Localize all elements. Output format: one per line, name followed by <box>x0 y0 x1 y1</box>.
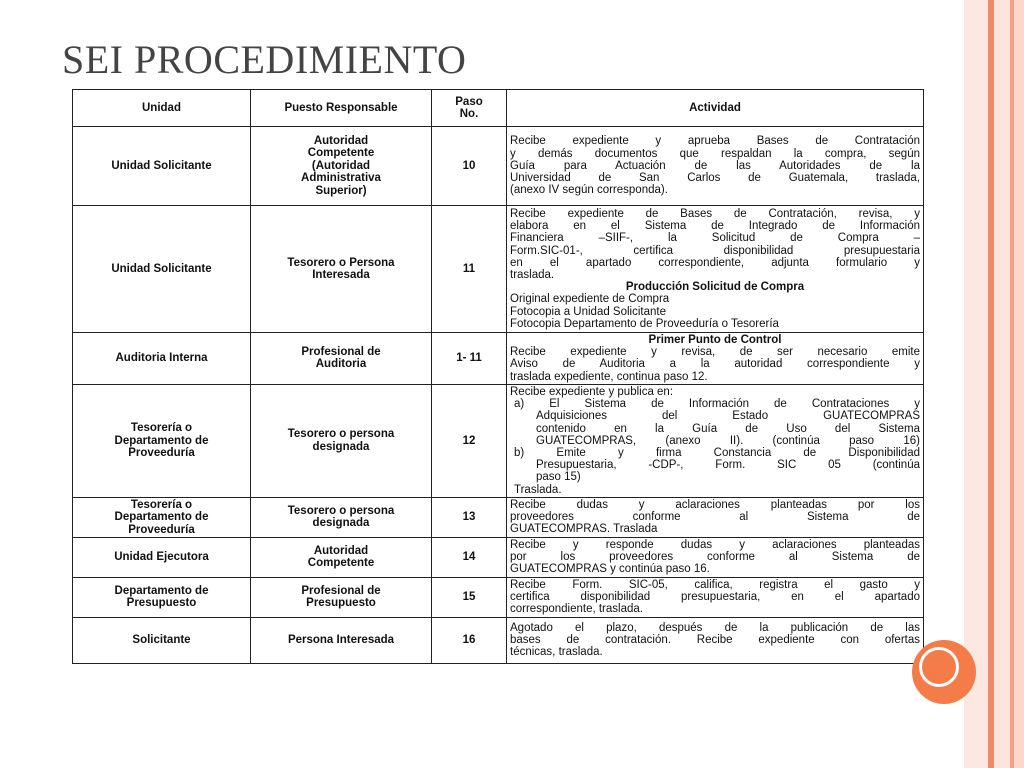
unidad-line: Departamento de <box>114 511 209 524</box>
cell-actividad <box>507 497 924 537</box>
cell-unidad <box>73 537 251 577</box>
cell-unidad <box>73 384 251 497</box>
actividad-line: Presupuestaria, -CDP-, Form. SIC 05 (continúa <box>536 459 920 472</box>
puesto-line: Tesorero o persona <box>287 428 395 441</box>
puesto-line: Auditoria <box>315 358 367 371</box>
unidad-line: Tesorería o <box>130 498 193 511</box>
actividad-line: Original expediente de Compra <box>510 293 670 306</box>
table-header-row <box>73 90 924 127</box>
actividad-line: Recibe Form. SIC-05, califica, registra el gasto y <box>510 579 920 591</box>
puesto-line: Presupuesto <box>306 597 376 610</box>
actividad-subheading: Primer Punto de Control <box>648 334 782 346</box>
cell-puesto <box>251 577 432 617</box>
actividad-line: Guía para Actuación de las Autoridades de la <box>510 159 920 172</box>
actividad-line: certifica disponibilidad presupuestaria, en el apartado <box>510 591 920 604</box>
puesto-line: Autoridad <box>313 544 369 557</box>
header-actividad: Actividad <box>507 90 924 127</box>
actividad-line: Form.SIC-01-, certifica disponibilidad presupuestaria <box>510 244 920 257</box>
actividad-subheading: Producción Solicitud de Compra <box>625 281 805 294</box>
cell-unidad <box>73 127 251 206</box>
actividad-line: técnicas, traslada. <box>510 646 603 659</box>
puesto-line: Profesional de <box>301 345 381 358</box>
actividad-line: en el apartado correspondiente, adjunta formulario y <box>510 256 920 269</box>
actividad-line: paso 15) <box>536 471 581 484</box>
cell-puesto <box>251 497 432 537</box>
table-row <box>73 577 924 617</box>
puesto-line: Autoridad <box>313 134 369 147</box>
cell-unidad <box>73 206 251 333</box>
header-paso-line: Paso <box>455 96 483 108</box>
cell-actividad <box>507 577 924 617</box>
unidad-line: Presupuesto <box>126 597 197 610</box>
puesto-line: Administrativa <box>301 172 381 185</box>
table-row <box>73 617 924 663</box>
puesto-line: Profesional de <box>301 584 381 597</box>
cell-unidad <box>73 333 251 385</box>
unidad-line: Departamento de <box>114 584 209 597</box>
cell-actividad <box>507 127 924 206</box>
actividad-line: y demás documentos que respaldan la compra, según <box>510 147 920 160</box>
puesto-line: Competente <box>307 147 375 160</box>
cell-paso: 15 <box>432 577 507 617</box>
unidad-line: Departamento de <box>114 434 209 447</box>
cell-unidad <box>73 497 251 537</box>
actividad-line: proveedores conforme al Sistema de <box>510 511 920 524</box>
puesto-line: Superior) <box>315 184 367 197</box>
unidad-line: Unidad Solicitante <box>111 262 212 275</box>
actividad-line: Fotocopia a Unidad Solicitante <box>510 305 666 318</box>
puesto-line: Interesada <box>312 269 370 281</box>
actividad-line: Recibe expediente de Bases de Contratación, revisa, y <box>510 207 920 220</box>
actividad-line: traslada. <box>510 269 555 281</box>
cell-puesto <box>251 127 432 206</box>
actividad-line: por los proveedores conforme al Sistema de <box>510 551 920 564</box>
cell-puesto <box>251 333 432 385</box>
cell-paso: 16 <box>432 617 507 663</box>
unidad-line: Unidad Ejecutora <box>114 551 209 564</box>
puesto-line: Tesorero o Persona <box>287 256 395 269</box>
unidad-line: Unidad Solicitante <box>111 159 212 172</box>
decorative-side-stripes <box>964 0 1024 768</box>
actividad-line: a) El Sistema de Información de Contrataciones y <box>514 398 920 411</box>
cell-puesto <box>251 384 432 497</box>
unidad-line: Proveeduría <box>128 523 195 536</box>
actividad-line: bases de contratación. Recibe expediente con ofertas <box>510 634 920 647</box>
actividad-line: Recibe expediente y publica en: <box>510 385 674 398</box>
table-row <box>73 384 924 497</box>
actividad-line: Universidad de San Carlos de Guatemala, traslada, <box>510 172 920 185</box>
cell-puesto <box>251 206 432 333</box>
cell-unidad <box>73 577 251 617</box>
header-paso <box>432 90 507 127</box>
procedure-table <box>72 89 924 664</box>
table-row <box>73 537 924 577</box>
cell-paso: 10 <box>432 127 507 206</box>
cell-actividad <box>507 206 924 333</box>
unidad-line: Auditoria Interna <box>115 352 208 365</box>
actividad-line: (anexo IV según corresponda). <box>510 184 668 197</box>
cell-puesto <box>251 617 432 663</box>
actividad-line: Financiera –SIIF-, la Solicitud de Compra – <box>510 232 920 245</box>
actividad-line: Fotocopia Departamento de Proveeduría o Tesorería <box>510 317 779 330</box>
cell-paso: 12 <box>432 384 507 497</box>
table-row <box>73 127 924 206</box>
header-paso-line: No. <box>459 108 479 120</box>
header-puesto: Puesto Responsable <box>251 90 432 127</box>
actividad-line: Agotado el plazo, después de la publicación de las <box>510 622 920 634</box>
actividad-line: Recibe expediente y revisa, de ser necesario emite <box>510 346 920 359</box>
actividad-line: GUATECOMPRAS, (anexo II). (continúa paso 16) <box>536 434 920 447</box>
table-row <box>73 206 924 333</box>
puesto-line: Tesorero o persona <box>287 504 395 517</box>
cell-actividad <box>507 617 924 663</box>
decorative-circle <box>912 640 976 704</box>
puesto-line: designada <box>312 517 370 530</box>
actividad-line: correspondiente, traslada. <box>510 603 643 616</box>
table-row <box>73 333 924 385</box>
cell-paso: 1- 11 <box>432 333 507 385</box>
actividad-line: GUATECOMPRAS y continúa paso 16. <box>510 563 710 576</box>
table-row <box>73 497 924 537</box>
cell-actividad <box>507 537 924 577</box>
cell-paso: 13 <box>432 497 507 537</box>
puesto-line: (Autoridad <box>311 159 371 172</box>
unidad-line: Tesorería o <box>130 422 193 435</box>
puesto-line: Persona Interesada <box>287 634 395 647</box>
puesto-line: Competente <box>307 557 375 570</box>
puesto-line: designada <box>312 440 370 453</box>
actividad-line: elabora en el Sistema de Integrado de Información <box>510 220 920 233</box>
cell-paso: 11 <box>432 206 507 333</box>
actividad-line: traslada expediente, continua paso 12. <box>510 370 708 383</box>
actividad-line: b) Emite y firma Constancia de Disponibilidad <box>514 446 920 459</box>
page-title: SEI PROCEDIMIENTO <box>62 37 467 82</box>
actividad-line: Traslada. <box>514 483 562 496</box>
cell-actividad <box>507 333 924 385</box>
cell-actividad <box>507 384 924 497</box>
actividad-line: Aviso de Auditoria a la autoridad correspondiente y <box>510 358 920 371</box>
actividad-line: GUATECOMPRAS. Traslada <box>510 523 658 536</box>
actividad-line: contenido en la Guía de Uso del Sistema <box>536 422 920 435</box>
actividad-line: Recibe y responde dudas y aclaraciones planteadas <box>510 539 920 551</box>
header-unidad: Unidad <box>73 90 251 127</box>
cell-unidad <box>73 617 251 663</box>
cell-paso: 14 <box>432 537 507 577</box>
actividad-line: Adquisiciones del Estado GUATECOMPRAS <box>536 410 920 423</box>
actividad-line: Recibe dudas y aclaraciones planteadas por los <box>510 499 920 511</box>
unidad-line: Proveeduría <box>128 447 195 460</box>
decorative-ring <box>919 647 959 687</box>
cell-puesto <box>251 537 432 577</box>
actividad-line: Recibe expediente y aprueba Bases de Contratación <box>510 135 920 148</box>
unidad-line: Solicitante <box>132 634 191 647</box>
